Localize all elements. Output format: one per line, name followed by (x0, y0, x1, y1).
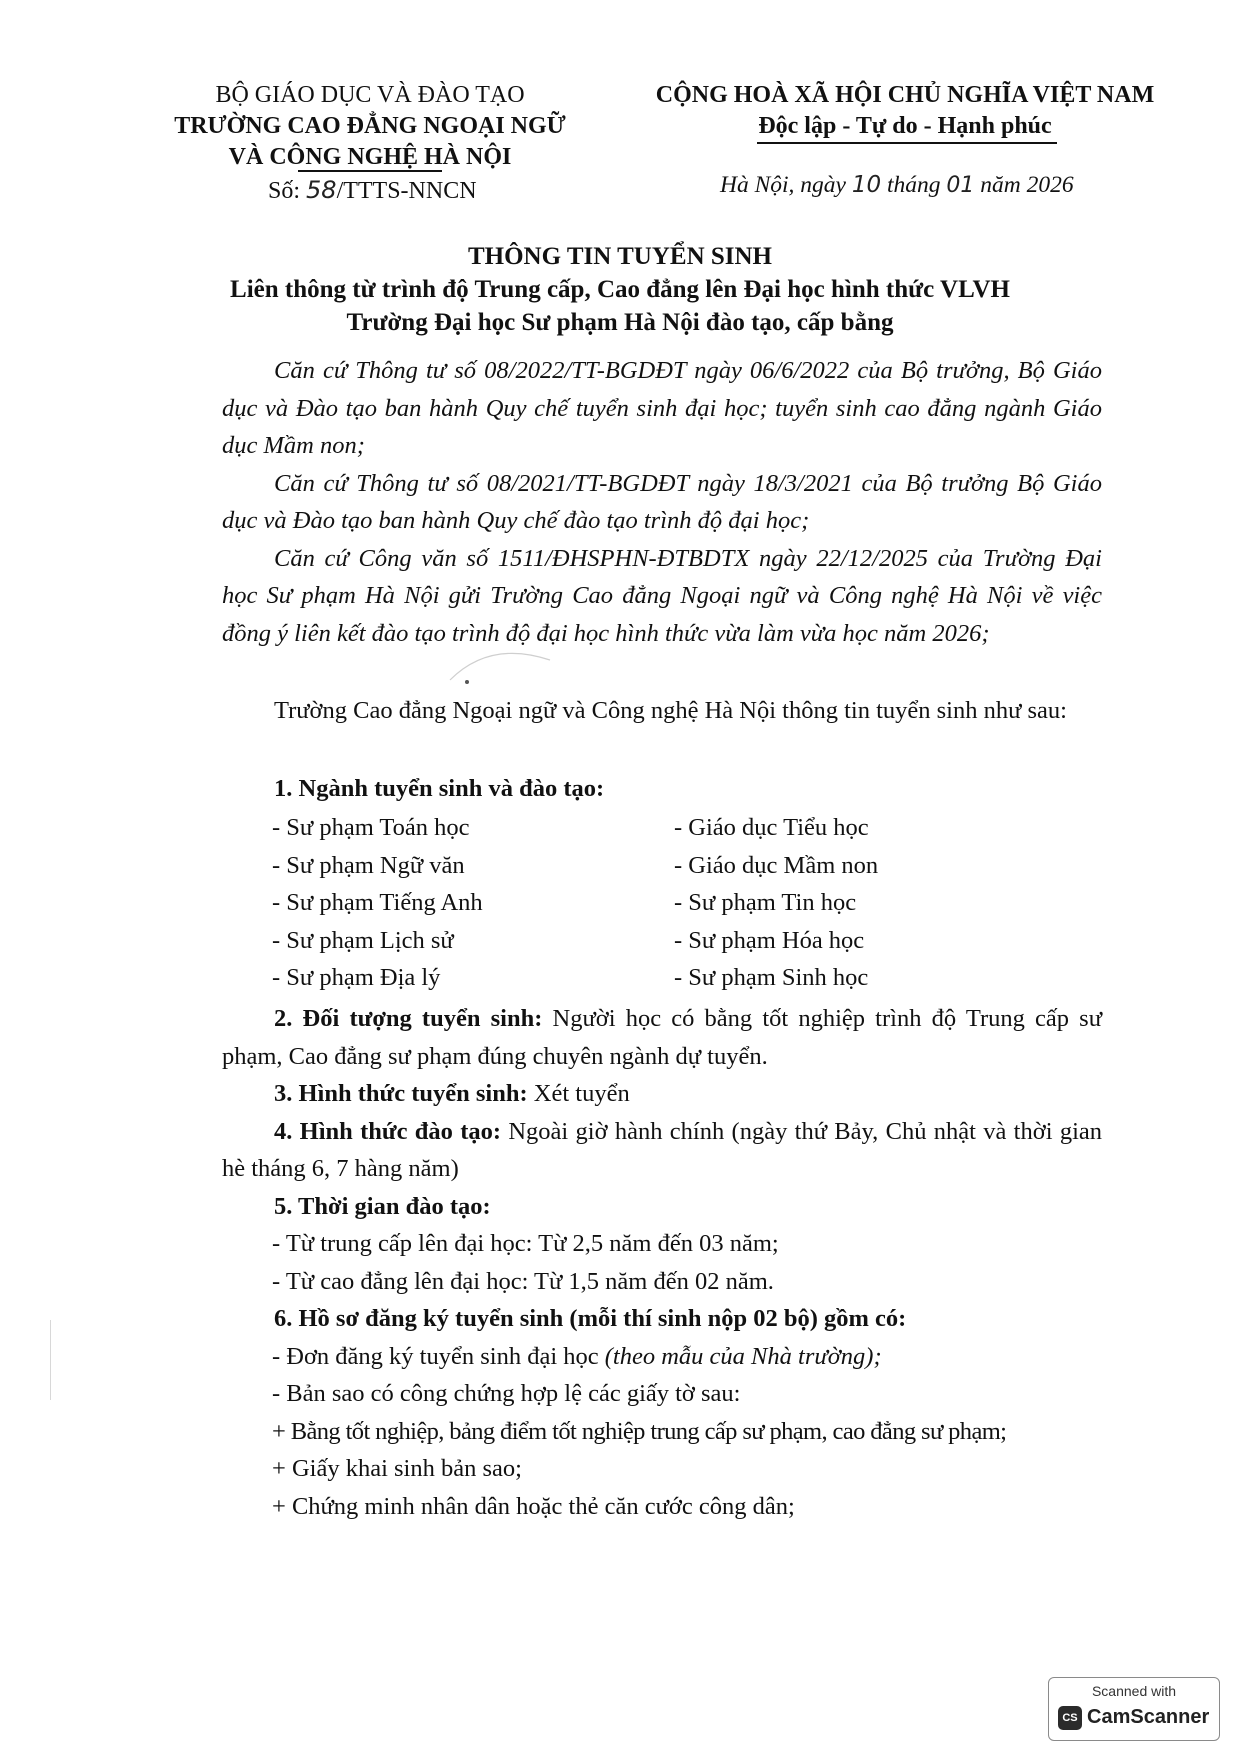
section-5-heading: 5. Thời gian đào tạo: (274, 1192, 491, 1220)
section-3-text: Xét tuyển (533, 1080, 630, 1107)
list-item: - Từ cao đẳng lên đại học: Từ 1,5 năm đến 02 năm. (272, 1267, 774, 1295)
issue-date (720, 172, 1074, 199)
list-item: - Sư phạm Tin học (674, 889, 857, 916)
application-form-note: (theo mẫu của Nhà trường); (604, 1342, 882, 1370)
faint-stamp-mark (440, 620, 560, 700)
camscanner-watermark (1048, 1677, 1220, 1741)
date-month-word: tháng (887, 172, 941, 198)
school-name-line1: TRƯỜNG CAO ĐẲNG NGOẠI NGỮ (174, 113, 566, 139)
section-6-heading: 6. Hồ sơ đăng ký tuyển sinh (mỗi thí sinh nộp 02 bộ) gồm có: (274, 1305, 907, 1332)
motto-underline (757, 142, 1057, 144)
list-item: - Sư phạm Sinh học (674, 964, 869, 991)
list-item: - Giáo dục Mầm non (674, 851, 879, 879)
list-item: - Bản sao có công chứng hợp lệ các giấy tờ sau: (272, 1380, 741, 1407)
date-day-handwritten: 10 (851, 172, 882, 198)
header-left-underline (298, 170, 442, 172)
scan-edge-mark (50, 1320, 51, 1400)
ministry-name: BỘ GIÁO DỤC VÀ ĐÀO TẠO (215, 82, 525, 108)
date-place: Hà Nội, ngày (720, 172, 846, 198)
republic-name: CỘNG HOÀ XÃ HỘI CHỦ NGHĨA VIỆT NAM (655, 82, 1155, 108)
date-year: năm 2026 (980, 172, 1074, 198)
list-item: + Giấy khai sinh bản sao; (272, 1455, 522, 1482)
section-4-text: Ngoài giờ hành chính (ngày thứ Bảy, Chủ nhật và thời gian hè tháng 6, 7 hàng năm) (222, 1117, 1102, 1182)
header-left (150, 80, 590, 173)
document-number (268, 175, 477, 207)
list-item: - Sư phạm Hóa học (674, 926, 865, 954)
section-4-heading: 4. Hình thức đào tạo: (274, 1117, 502, 1145)
legal-basis (222, 352, 1102, 652)
legal-basis-item: Căn cứ Thông tư số 08/2022/TT-BGDĐT ngày 06/6/2022 của Bộ trưởng, Bộ Giáo dục và Đào tạo ban hành Quy chế tuyển sinh đại học; tuyển sinh cao đẳng ngành Giáo dục Mầm non; (222, 357, 1102, 459)
list-item: - Sư phạm Ngữ văn (272, 851, 465, 879)
title-sub2: Trường Đại học Sư phạm Hà Nội đào tạo, cấp bằng (346, 309, 894, 336)
legal-basis-item: Căn cứ Thông tư số 08/2021/TT-BGDĐT ngày 18/3/2021 của Bộ trưởng Bộ Giáo dục và Đào tạo ban hành Quy chế đào tạo trình độ đại học; (222, 469, 1102, 534)
title-sub1: Liên thông từ trình độ Trung cấp, Cao đẳng lên Đại học hình thức VLVH (230, 276, 1010, 303)
header-right (630, 80, 1180, 142)
major-list-right (674, 809, 1104, 997)
application-form-label: - Đơn đăng ký tuyển sinh đại học (272, 1342, 605, 1370)
list-item: - Sư phạm Địa lý (272, 964, 441, 991)
list-item: - Sư phạm Toán học (272, 814, 470, 841)
title-main: THÔNG TIN TUYỂN SINH (467, 243, 773, 270)
doc-number-prefix: Số: (268, 178, 301, 204)
section-2-heading: 2. Đối tượng tuyển sinh: (274, 1005, 543, 1032)
document-title (100, 240, 1140, 339)
doc-number-suffix: /TTTS-NNCN (336, 178, 477, 204)
list-item (222, 1338, 1102, 1376)
section-2-text: Người học có bằng tốt nghiệp trình độ Trung cấp sư phạm, Cao đẳng sư phạm đúng chuyên ngành dự tuyển. (222, 1005, 1102, 1070)
national-motto: Độc lập - Tự do - Hạnh phúc (758, 113, 1052, 139)
list-item: - Sư phạm Lịch sử (272, 926, 454, 954)
list-item: - Giáo dục Tiểu học (674, 814, 869, 841)
intro-paragraph: Trường Cao đẳng Ngoại ngữ và Công nghệ Hà Nội thông tin tuyển sinh như sau: (274, 697, 1067, 724)
doc-number-handwritten: 58 (306, 176, 337, 204)
school-name-line2: VÀ CÔNG NGHỆ HÀ NỘI (228, 144, 512, 170)
list-item: + Bằng tốt nghiệp, bảng điểm tốt nghiệp trung cấp sư phạm, cao đẳng sư phạm; (272, 1417, 1007, 1445)
legal-basis-item: Căn cứ Công văn số 1511/ĐHSPHN-ĐTBDTX ngày 22/12/2025 của Trường Đại học Sư phạm Hà Nội gửi Trường Cao đẳng Ngoại ngữ và Công nghệ Hà Nội về việc đồng ý liên kết đào tạo trình độ đại học hình thức vừa làm vừa học năm 2026; (222, 544, 1102, 647)
list-item: - Sư phạm Tiếng Anh (272, 889, 483, 916)
major-list-left (272, 809, 672, 997)
camscanner-logo-icon: CS (1058, 1706, 1082, 1730)
section-4 (222, 1113, 1102, 1188)
sections-body (222, 1000, 1102, 1525)
list-item: - Từ trung cấp lên đại học: Từ 2,5 năm đến 03 năm; (272, 1230, 779, 1257)
section-3 (222, 1075, 1102, 1113)
watermark-brand: CamScanner (1087, 1706, 1210, 1728)
section-2 (222, 1000, 1102, 1075)
list-item: + Chứng minh nhân dân hoặc thẻ căn cước công dân; (272, 1492, 795, 1520)
watermark-scanned-with: Scanned with (1091, 1683, 1177, 1699)
section-3-heading: 3. Hình thức tuyển sinh: (274, 1080, 528, 1107)
date-month-handwritten: 01 (946, 173, 975, 198)
section-1-heading: 1. Ngành tuyển sinh và đào tạo: (274, 775, 605, 802)
